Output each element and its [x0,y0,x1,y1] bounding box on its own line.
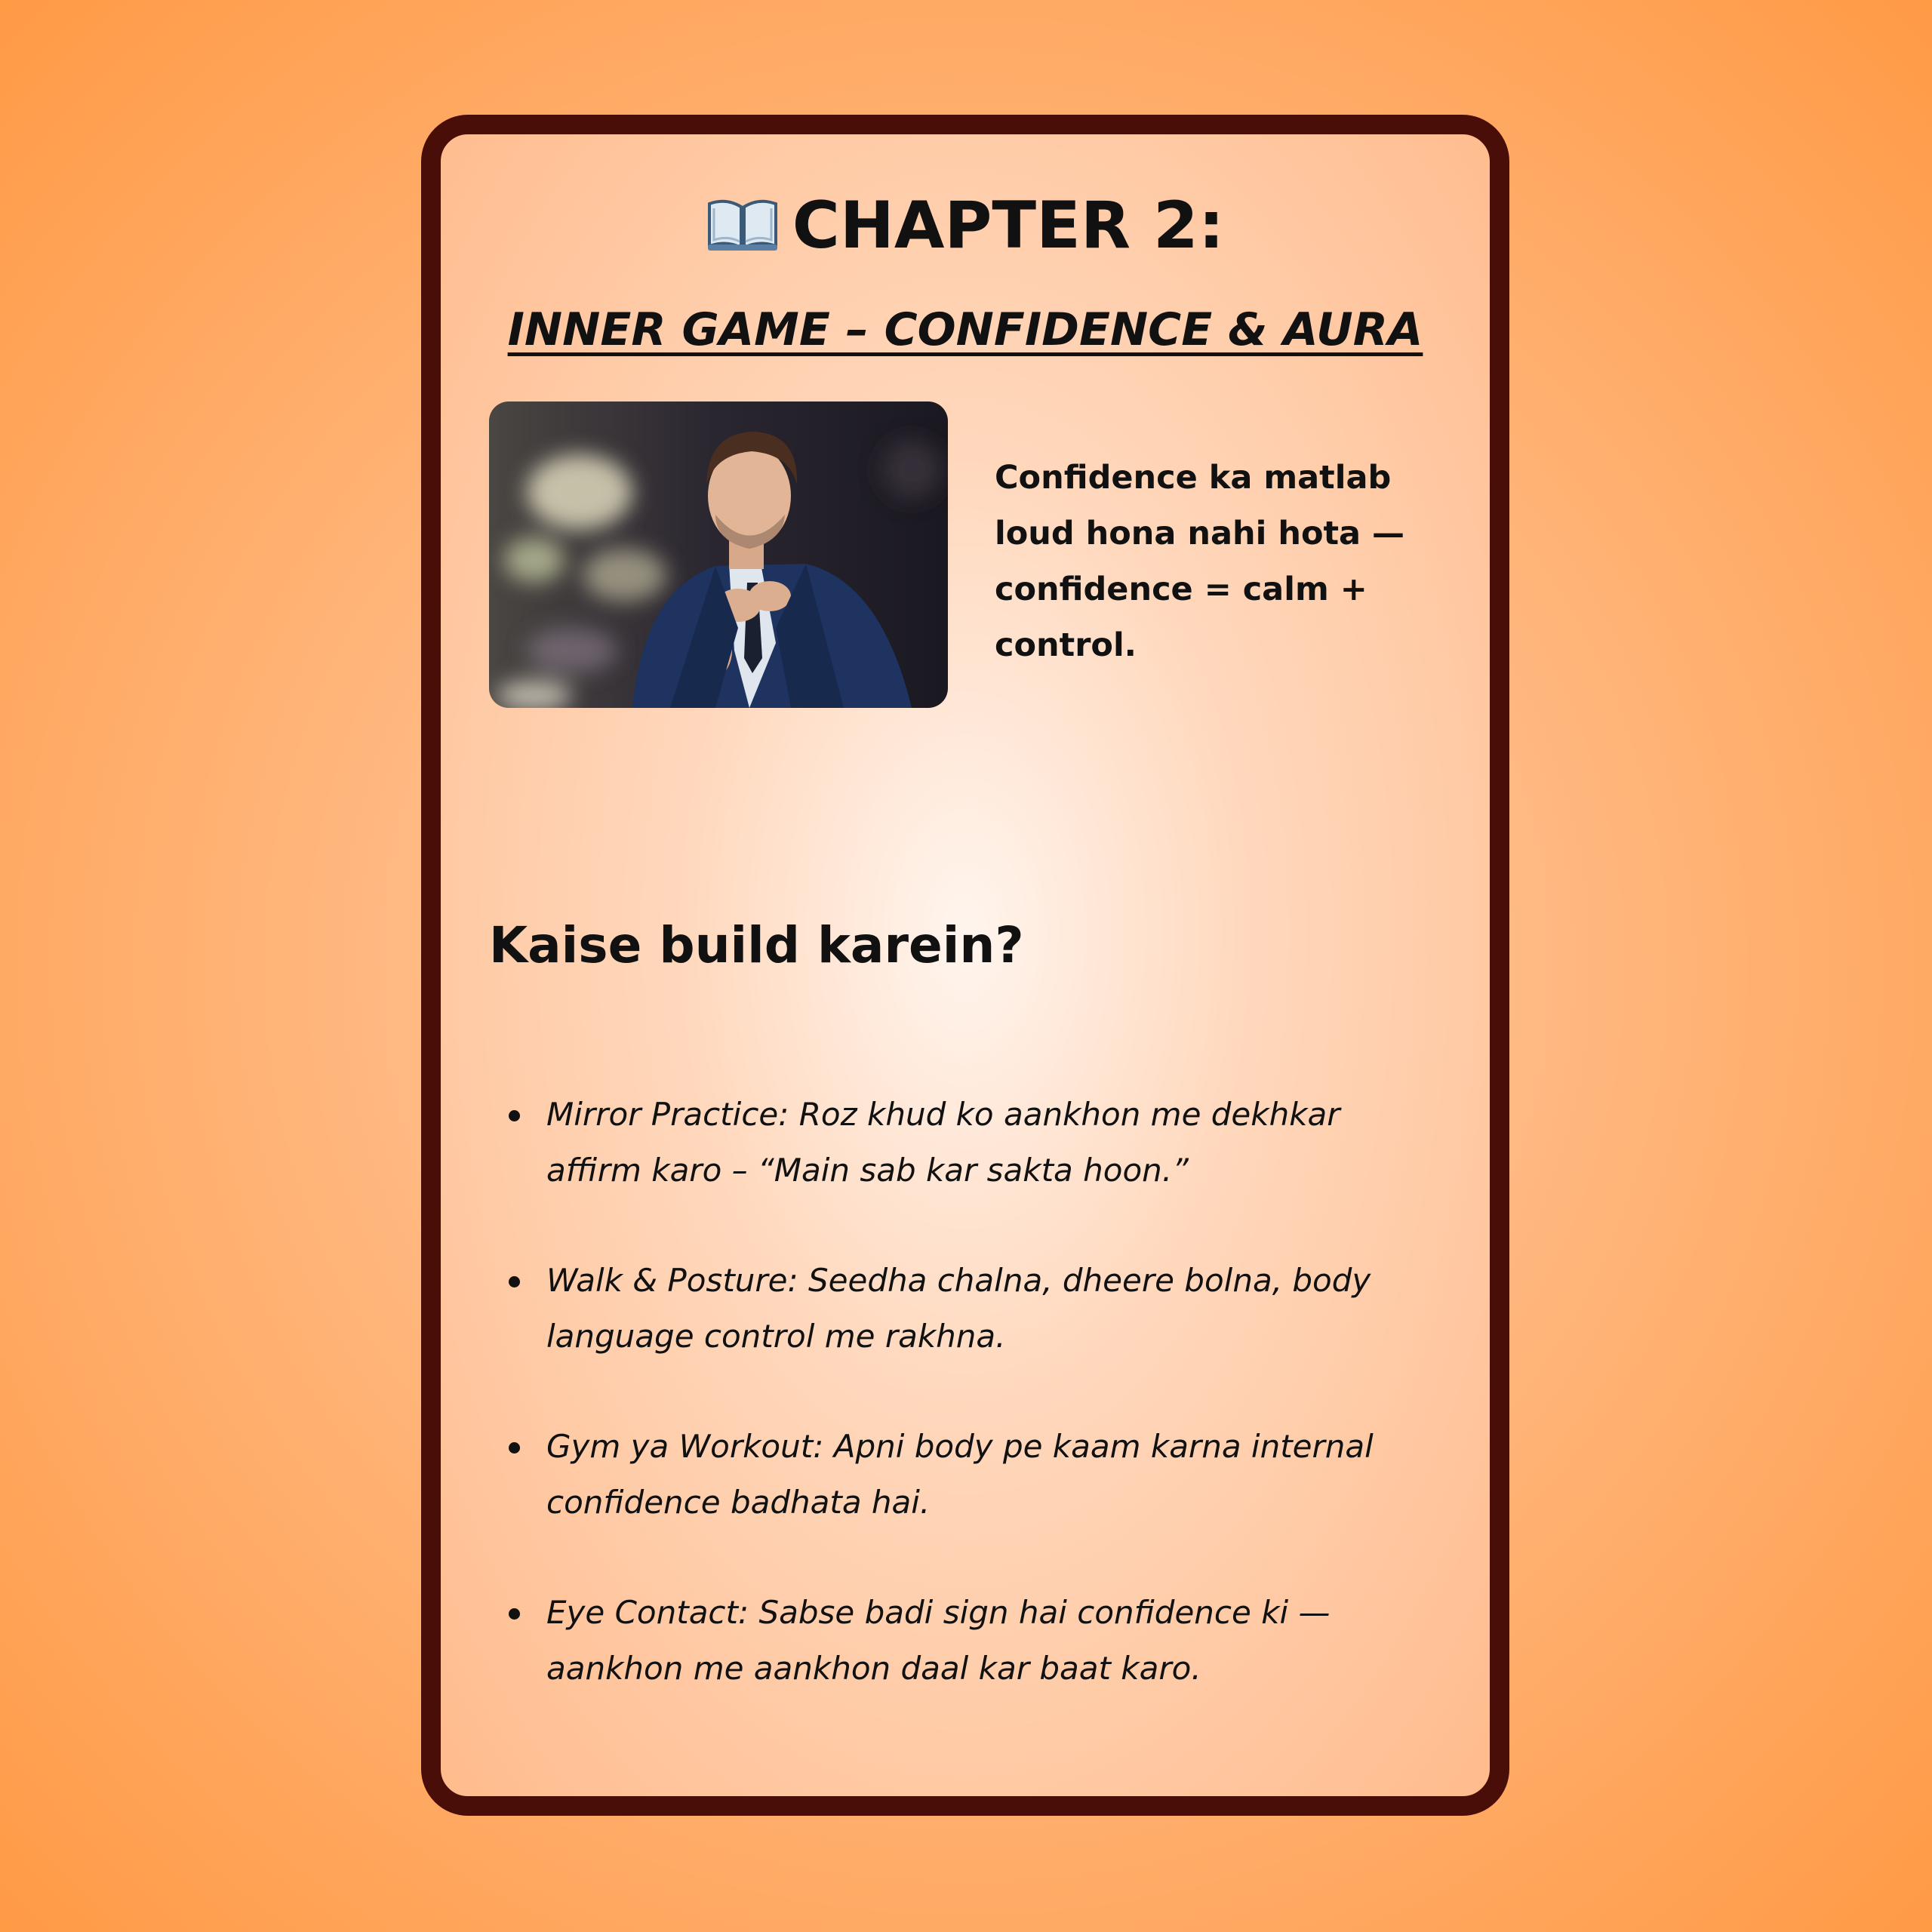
bullet-dot [509,1110,520,1121]
tips-list [489,1087,1425,1751]
list-item [489,1419,1425,1531]
intro-text: Confidence ka matlab loud hona nahi hota — confidence = calm + control. [995,459,1405,664]
chapter-title [441,184,1490,267]
chapter-subtitle: INNER GAME – CONFIDENCE & AURA [507,303,1423,356]
section-heading: Kaise build karein? [489,916,1024,974]
list-item [489,1253,1425,1364]
chapter-card [421,115,1509,1816]
list-item [489,1585,1425,1697]
tip-text: Gym ya Workout: Apni body pe kaam karna internal confidence badhata hai. [546,1428,1374,1521]
bullet-dot [509,1276,520,1287]
open-book-icon [706,196,779,252]
bullet-dot [509,1442,520,1454]
tip-text: Walk & Posture: Seedha chalna, dheere bolna, body language control me rakhna. [546,1262,1371,1355]
man-in-suit-photo [489,401,948,708]
tip-text: Eye Contact: Sabse badi sign hai confidence ki — aankhon me aankhon daal kar baat karo. [546,1594,1331,1687]
list-item [489,1087,1425,1198]
bullet-dot [509,1608,520,1620]
tip-text: Mirror Practice: Roz khud ko aankhon me dekhkar affirm karo – “Main sab kar sakta hoon.” [546,1096,1340,1189]
chapter-title-text: CHAPTER 2: [792,188,1225,263]
